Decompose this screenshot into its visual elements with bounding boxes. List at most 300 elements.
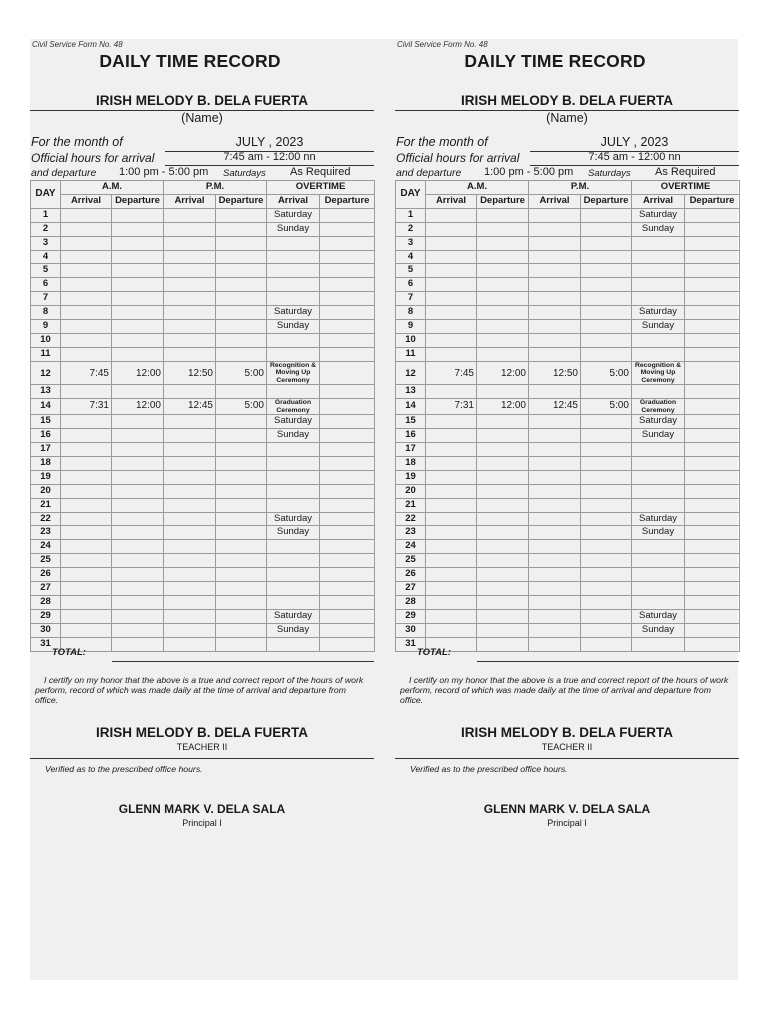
day-cell: 2 [31, 222, 61, 236]
overtime-arrival-cell: Sunday [267, 623, 320, 637]
overtime-departure-cell [320, 250, 375, 264]
day-cell: 18 [31, 456, 61, 470]
overtime-arrival-cell [267, 484, 320, 498]
day-cell: 3 [31, 236, 61, 250]
pm-departure-cell [216, 512, 267, 526]
overtime-departure-cell [685, 456, 740, 470]
day-row [31, 526, 375, 540]
overtime-arrival-cell: Sunday [267, 526, 320, 540]
am-departure-cell [477, 429, 529, 443]
day-cell: 31 [31, 637, 61, 651]
overtime-departure-cell [685, 623, 740, 637]
am-departure-cell [477, 498, 529, 512]
overtime-arrival-cell: Saturday [632, 208, 685, 222]
pm-arrival-cell [529, 320, 581, 334]
day-cell: 26 [396, 568, 426, 582]
pm-departure-cell [216, 236, 267, 250]
overtime-departure-cell [320, 333, 375, 347]
day-row [31, 361, 375, 385]
pm-departure-cell [581, 385, 632, 399]
am-arrival-cell [426, 222, 477, 236]
day-cell: 7 [396, 292, 426, 306]
day-cell: 1 [396, 208, 426, 222]
day-row [31, 292, 375, 306]
day-row [31, 498, 375, 512]
am-departure-cell: 12:00 [477, 399, 529, 415]
certification-text: I certify on my honor that the above is a true and correct report of the hours of work perform, record of which was made daily at the time of arrival and departure from office. [400, 675, 729, 705]
pm-arrival-cell [164, 540, 216, 554]
total-underline [112, 661, 374, 662]
am-arrival-cell [426, 278, 477, 292]
overtime-arrival-cell: Saturday [267, 306, 320, 320]
am-header: A.M. [426, 181, 529, 195]
pm-arrival-cell [529, 222, 581, 236]
pm-departure-cell [581, 443, 632, 457]
am-arrival-cell [61, 415, 112, 429]
pm-departure-cell [581, 568, 632, 582]
day-row [396, 306, 740, 320]
overtime-departure-cell [320, 236, 375, 250]
am-arrival-cell [426, 595, 477, 609]
am-departure-cell [112, 222, 164, 236]
overtime-arrival-cell [632, 292, 685, 306]
overtime-arrival-cell: Recognition & Moving Up Ceremony [267, 361, 320, 385]
overtime-header: OVERTIME [632, 181, 740, 195]
am-arrival-cell [426, 540, 477, 554]
am-departure-cell [477, 292, 529, 306]
pm-arrival-cell [164, 208, 216, 222]
principal-name: GLENN MARK V. DELA SALA [483, 802, 651, 816]
overtime-arrival-cell: Sunday [632, 320, 685, 334]
pm-departure-cell [216, 429, 267, 443]
pm-departure-cell [216, 526, 267, 540]
pm-arrival-cell [529, 498, 581, 512]
signatory-position: TEACHER II [176, 742, 228, 752]
pm-arrival-cell [164, 320, 216, 334]
month-label: For the month of [31, 135, 123, 149]
overtime-departure-cell [320, 498, 375, 512]
day-cell: 24 [396, 540, 426, 554]
overtime-header: OVERTIME [267, 181, 375, 195]
am-arrival-header: Arrival [61, 194, 112, 208]
day-row [396, 292, 740, 306]
am-arrival-cell [61, 429, 112, 443]
pm-departure-cell: 5:00 [581, 399, 632, 415]
overtime-departure-cell [685, 385, 740, 399]
day-cell: 30 [31, 623, 61, 637]
signatory-name: IRISH MELODY B. DELA FUERTA [460, 725, 673, 740]
pm-arrival-cell [164, 568, 216, 582]
day-cell: 14 [396, 399, 426, 415]
pm-arrival-cell [529, 582, 581, 596]
am-arrival-cell [61, 250, 112, 264]
total-label: TOTAL: [417, 647, 451, 658]
overtime-arrival-cell [632, 333, 685, 347]
pm-arrival-cell [529, 306, 581, 320]
am-arrival-cell: 7:45 [61, 361, 112, 385]
day-row [31, 582, 375, 596]
pm-arrival-cell [164, 609, 216, 623]
am-arrival-cell [426, 470, 477, 484]
day-row [31, 554, 375, 568]
pm-arrival-cell [164, 333, 216, 347]
day-cell: 11 [31, 347, 61, 361]
am-arrival-cell [61, 609, 112, 623]
am-departure-cell [477, 526, 529, 540]
day-cell: 30 [396, 623, 426, 637]
pm-arrival-cell [529, 512, 581, 526]
day-row [396, 361, 740, 385]
pm-departure-cell [216, 609, 267, 623]
pm-departure-cell [581, 470, 632, 484]
am-arrival-cell [61, 320, 112, 334]
am-departure-cell [112, 623, 164, 637]
day-cell: 6 [396, 278, 426, 292]
overtime-arrival-cell [267, 554, 320, 568]
day-cell: 10 [396, 333, 426, 347]
overtime-departure-cell [320, 526, 375, 540]
day-cell: 21 [396, 498, 426, 512]
day-row [396, 347, 740, 361]
month-value: JULY , 2023 [600, 135, 669, 149]
pm-departure-cell [216, 637, 267, 651]
overtime-departure-cell [685, 484, 740, 498]
pm-departure-cell [581, 320, 632, 334]
pm-departure-cell [581, 540, 632, 554]
day-row [396, 250, 740, 264]
day-row [396, 470, 740, 484]
overtime-departure-cell [685, 568, 740, 582]
overtime-departure-cell [685, 443, 740, 457]
am-departure-cell [112, 568, 164, 582]
form-number: Civil Service Form No. 48 [397, 40, 488, 49]
day-row [396, 333, 740, 347]
overtime-departure-cell [320, 320, 375, 334]
pm-arrival-cell [164, 264, 216, 278]
day-row [396, 540, 740, 554]
dtr-form-right [395, 39, 739, 839]
overtime-arrival-cell: Sunday [632, 222, 685, 236]
am-departure-cell [112, 385, 164, 399]
overtime-departure-cell [320, 306, 375, 320]
pm-arrival-cell [529, 568, 581, 582]
day-cell: 4 [31, 250, 61, 264]
am-departure-cell: 12:00 [477, 361, 529, 385]
principal-position: Principal I [182, 818, 222, 828]
day-row [31, 540, 375, 554]
am-arrival-cell [61, 306, 112, 320]
pm-departure-cell [216, 250, 267, 264]
overtime-departure-cell [685, 595, 740, 609]
overtime-departure-cell [685, 306, 740, 320]
day-cell: 20 [396, 484, 426, 498]
day-row [396, 399, 740, 415]
overtime-arrival-cell: Sunday [267, 222, 320, 236]
saturdays-label: Saturdays [223, 168, 266, 179]
overtime-arrival-cell: Graduation Ceremony [632, 399, 685, 415]
am-departure-cell [112, 278, 164, 292]
pm-arrival-cell [529, 347, 581, 361]
pm-arrival-cell [529, 385, 581, 399]
overtime-departure-cell [320, 222, 375, 236]
overtime-arrival-cell: Recognition & Moving Up Ceremony [632, 361, 685, 385]
am-departure-cell [477, 385, 529, 399]
am-departure-cell [477, 278, 529, 292]
am-departure-cell: 12:00 [112, 361, 164, 385]
pm-departure-cell [216, 470, 267, 484]
overtime-arrival-cell: Sunday [267, 429, 320, 443]
am-departure-cell [112, 540, 164, 554]
pm-departure-cell [581, 429, 632, 443]
ot-departure-header: Departure [320, 194, 375, 208]
departure-hours: 1:00 pm - 5:00 pm [119, 166, 209, 178]
am-arrival-cell [426, 333, 477, 347]
overtime-arrival-cell: Graduation Ceremony [267, 399, 320, 415]
am-arrival-cell [426, 415, 477, 429]
pm-header: P.M. [529, 181, 632, 195]
overtime-arrival-cell: Saturday [632, 609, 685, 623]
saturdays-value: As Required [655, 166, 716, 178]
overtime-arrival-cell: Saturday [267, 415, 320, 429]
am-departure-cell [112, 264, 164, 278]
day-row [31, 595, 375, 609]
overtime-arrival-cell: Saturday [267, 609, 320, 623]
overtime-arrival-cell [632, 484, 685, 498]
am-departure-cell [477, 554, 529, 568]
month-label: For the month of [396, 135, 488, 149]
pm-departure-header: Departure [581, 194, 632, 208]
am-departure-cell [477, 443, 529, 457]
am-departure-cell [112, 498, 164, 512]
am-arrival-cell [61, 264, 112, 278]
overtime-arrival-cell [267, 292, 320, 306]
day-cell: 26 [31, 568, 61, 582]
day-cell: 19 [396, 470, 426, 484]
overtime-departure-cell [320, 484, 375, 498]
pm-departure-cell [581, 236, 632, 250]
day-cell: 27 [396, 582, 426, 596]
am-departure-cell: 12:00 [112, 399, 164, 415]
am-departure-cell [112, 320, 164, 334]
overtime-arrival-cell [267, 456, 320, 470]
day-cell: 8 [396, 306, 426, 320]
pm-departure-cell [216, 623, 267, 637]
overtime-arrival-cell [632, 236, 685, 250]
am-departure-cell [477, 484, 529, 498]
signatory-position: TEACHER II [541, 742, 593, 752]
am-arrival-cell: 7:31 [61, 399, 112, 415]
am-arrival-cell [426, 264, 477, 278]
pm-arrival-cell: 12:45 [164, 399, 216, 415]
pm-departure-cell [581, 347, 632, 361]
pm-arrival-cell [164, 415, 216, 429]
day-cell: 23 [31, 526, 61, 540]
am-arrival-cell [426, 320, 477, 334]
departure-label: and departure [396, 167, 462, 179]
pm-arrival-cell [164, 595, 216, 609]
am-departure-cell [477, 347, 529, 361]
pm-departure-cell [581, 208, 632, 222]
overtime-departure-cell [320, 292, 375, 306]
pm-arrival-cell [164, 512, 216, 526]
overtime-arrival-cell [632, 278, 685, 292]
certification-text: I certify on my honor that the above is a true and correct report of the hours of work perform, record of which was made daily at the time of arrival and departure from office. [35, 675, 364, 705]
pm-departure-cell [581, 637, 632, 651]
am-arrival-cell [426, 526, 477, 540]
overtime-departure-cell [685, 526, 740, 540]
am-departure-cell [112, 429, 164, 443]
am-departure-cell [477, 582, 529, 596]
am-departure-cell [477, 222, 529, 236]
arrival-label: Official hours for arrival [396, 151, 520, 165]
day-row [396, 526, 740, 540]
day-cell: 24 [31, 540, 61, 554]
name-caption: (Name) [546, 111, 588, 125]
am-arrival-cell [426, 306, 477, 320]
pm-departure-cell [581, 333, 632, 347]
pm-arrival-cell: 12:50 [529, 361, 581, 385]
month-value: JULY , 2023 [235, 135, 304, 149]
overtime-arrival-cell [632, 385, 685, 399]
am-departure-cell [477, 568, 529, 582]
name-caption: (Name) [181, 111, 223, 125]
day-cell: 16 [31, 429, 61, 443]
overtime-arrival-cell [632, 540, 685, 554]
pm-arrival-cell [529, 236, 581, 250]
overtime-departure-cell [685, 399, 740, 415]
pm-arrival-cell [529, 554, 581, 568]
overtime-arrival-cell [632, 568, 685, 582]
pm-arrival-cell [164, 554, 216, 568]
pm-arrival-cell [529, 429, 581, 443]
overtime-arrival-cell [267, 236, 320, 250]
day-cell: 22 [396, 512, 426, 526]
overtime-departure-cell [685, 498, 740, 512]
principal-position: Principal I [547, 818, 587, 828]
overtime-arrival-cell [267, 347, 320, 361]
day-cell: 3 [396, 236, 426, 250]
overtime-arrival-cell [267, 470, 320, 484]
am-arrival-cell [61, 484, 112, 498]
day-cell: 27 [31, 582, 61, 596]
day-row [31, 264, 375, 278]
signatory-name: IRISH MELODY B. DELA FUERTA [95, 725, 308, 740]
am-arrival-cell [426, 456, 477, 470]
overtime-departure-cell [685, 429, 740, 443]
am-departure-cell [477, 623, 529, 637]
overtime-departure-cell [685, 236, 740, 250]
overtime-departure-cell [685, 292, 740, 306]
day-cell: 14 [31, 399, 61, 415]
pm-departure-cell [581, 526, 632, 540]
pm-arrival-cell [529, 443, 581, 457]
pm-departure-cell [216, 278, 267, 292]
overtime-arrival-cell: Saturday [632, 512, 685, 526]
pm-departure-cell [216, 456, 267, 470]
pm-arrival-cell [164, 347, 216, 361]
pm-departure-cell: 5:00 [216, 399, 267, 415]
pm-departure-cell [216, 306, 267, 320]
overtime-arrival-cell [267, 568, 320, 582]
am-arrival-cell [61, 470, 112, 484]
am-arrival-cell [426, 443, 477, 457]
am-departure-cell [112, 512, 164, 526]
pm-departure-cell [216, 568, 267, 582]
day-cell: 23 [396, 526, 426, 540]
pm-arrival-cell [529, 637, 581, 651]
am-arrival-cell [426, 582, 477, 596]
overtime-departure-cell [685, 250, 740, 264]
day-cell: 7 [31, 292, 61, 306]
pm-departure-cell [581, 264, 632, 278]
overtime-departure-cell [320, 456, 375, 470]
am-departure-cell [112, 306, 164, 320]
pm-departure-cell [216, 208, 267, 222]
am-arrival-cell [61, 236, 112, 250]
overtime-arrival-cell: Saturday [632, 306, 685, 320]
verified-text: Verified as to the prescribed office hours. [45, 764, 203, 774]
pm-arrival-cell [529, 484, 581, 498]
overtime-departure-cell [320, 554, 375, 568]
day-cell: 5 [31, 264, 61, 278]
pm-departure-cell [216, 320, 267, 334]
pm-departure-cell [216, 595, 267, 609]
day-cell: 9 [396, 320, 426, 334]
dtr-form-left [30, 39, 374, 839]
day-row [396, 236, 740, 250]
overtime-arrival-cell [632, 347, 685, 361]
overtime-arrival-cell: Sunday [632, 526, 685, 540]
overtime-departure-cell [685, 554, 740, 568]
pm-arrival-cell [529, 208, 581, 222]
saturdays-label: Saturdays [588, 168, 631, 179]
day-row [31, 443, 375, 457]
time-record-table [30, 180, 375, 652]
overtime-arrival-cell: Saturday [632, 415, 685, 429]
overtime-arrival-cell [267, 595, 320, 609]
day-cell: 28 [396, 595, 426, 609]
pm-departure-cell [581, 306, 632, 320]
overtime-departure-cell [320, 264, 375, 278]
am-departure-cell [112, 554, 164, 568]
am-arrival-cell [426, 568, 477, 582]
day-row [396, 320, 740, 334]
overtime-arrival-cell: Sunday [632, 623, 685, 637]
form-title: DAILY TIME RECORD [464, 51, 646, 71]
pm-departure-cell: 5:00 [216, 361, 267, 385]
pm-departure-cell [216, 347, 267, 361]
ot-arrival-header: Arrival [267, 194, 320, 208]
day-row [396, 582, 740, 596]
am-departure-header: Departure [477, 194, 529, 208]
pm-arrival-cell [529, 595, 581, 609]
pm-arrival-header: Arrival [529, 194, 581, 208]
am-arrival-cell [426, 292, 477, 306]
pm-departure-cell [216, 292, 267, 306]
overtime-departure-cell [685, 609, 740, 623]
overtime-departure-cell [320, 429, 375, 443]
overtime-departure-cell [685, 415, 740, 429]
day-cell: 20 [31, 484, 61, 498]
day-row [396, 208, 740, 222]
day-row [31, 429, 375, 443]
day-row [31, 333, 375, 347]
pm-departure-cell [581, 278, 632, 292]
am-departure-cell [477, 306, 529, 320]
day-row [396, 264, 740, 278]
pm-arrival-cell [164, 498, 216, 512]
overtime-departure-cell [685, 222, 740, 236]
